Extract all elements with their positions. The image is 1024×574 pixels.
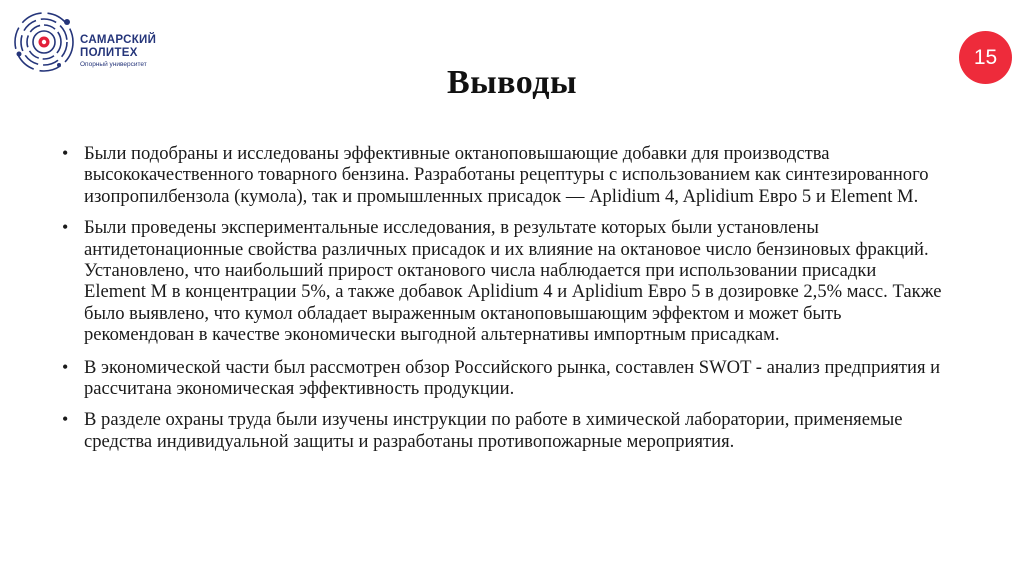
logo-tagline: Опорный университет (80, 61, 147, 68)
bullet-icon: • (62, 356, 69, 377)
page-title: Выводы (446, 64, 578, 101)
list-item (62, 217, 942, 345)
list-item-text: Были проведены экспериментальные исследования, в результате которых были установлены антидетонационные свойства различных присадок и их влияние на октановое число бензиновых фракций. Установлено, что наибольший прирост октанового числа наблюдается при использовании присадки Element M в концентрации 5%, а также добавок Aplidium 4 и Aplidium Евро 5 в дозировке 2,5% масс. Также было выявлено, что кумол обладает выраженным октаноповышающим эффектом и может быть рекомендован в качестве экономически выгодной альтернативы импортным присадкам. (84, 217, 942, 346)
list-item (62, 409, 942, 452)
logo-name-line2: ПОЛИТЕХ (80, 46, 138, 59)
list-item (62, 143, 942, 207)
bullet-icon: • (62, 409, 69, 430)
list-item-text: В разделе охраны труда были изучены инструкции по работе в химической лаборатории, применяемые средства индивидуальной защиты и разработаны противопожарные мероприятия. (84, 409, 903, 452)
page-number-badge: 15 (959, 31, 1012, 84)
bullet-icon: • (62, 143, 69, 163)
list-item-text: Были подобраны и исследованы эффективные октаноповышающие добавки для производства высококачественного товарного бензина. Разработаны рецептуры с использованием как синтезированного изопропилбензола (кумола), так и промышленных присадок — Aplidium 4, Aplidium Евро 5 и Element M. (84, 143, 929, 207)
list-item (62, 357, 942, 400)
list-item-text: В экономической части был рассмотрен обзор Российского рынка, составлен SWOT - анализ предприятия и рассчитана экономическая эффективность продукции. (84, 356, 941, 400)
logo-name-line1: САМАРСКИЙ (80, 34, 157, 46)
bullet-icon: • (62, 217, 69, 238)
conclusions-list (62, 143, 942, 462)
